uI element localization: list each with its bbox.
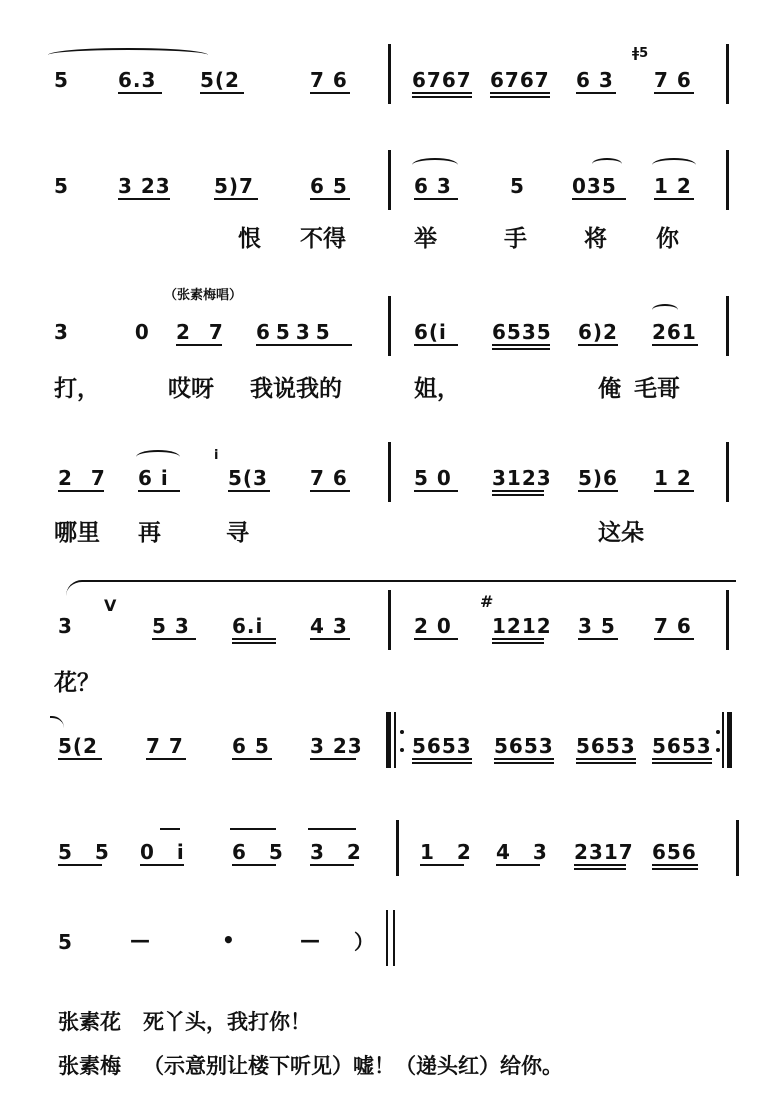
note: 5)6 [578,466,618,490]
note: 2 0 [414,614,452,638]
note: 0 i [140,840,192,864]
note: 6 5 [232,734,270,758]
final-barline-thin [393,910,395,966]
note: 5(3 [228,466,268,490]
underline [58,490,104,492]
underline [572,198,626,200]
note: 3 23 [310,734,363,758]
lyric: 你 [656,226,679,252]
note: 6.i [232,614,264,638]
repeat-barline-thin [394,712,396,768]
underline [310,92,350,94]
speaker-name: 张素花 [58,1010,121,1034]
note: 5 [54,68,69,92]
note: 7 6 [654,68,692,92]
repeat-dot [400,730,404,734]
note: 7 7 [146,734,184,758]
lyric: 哎呀 [168,376,214,402]
note: 2 7 [176,320,229,344]
note: 4 3 [310,614,348,638]
underline [310,198,350,200]
barline [388,44,391,104]
underline [652,758,712,760]
lyric: 我说我的 [250,376,342,402]
underline [654,92,694,94]
repeat-dot [400,748,404,752]
slur-mark [652,158,696,172]
barline [726,590,729,650]
barline [726,44,729,104]
note: 6767 [490,68,550,92]
note: 1 2 [654,466,692,490]
barline [726,296,729,356]
note: 5653 [494,734,554,758]
note: 6.3 [118,68,157,92]
underline [414,638,458,640]
lyric: 花？ [54,670,100,696]
note: 2 7 [58,466,111,490]
note: 7 6 [310,466,348,490]
underline [578,490,618,492]
lyric: 不得 [300,226,346,252]
underline [58,864,102,866]
underline [232,864,276,866]
slur-mark [592,158,622,170]
underline [412,762,472,764]
underline [490,96,550,98]
underline [576,762,636,764]
note: 7 6 [310,68,348,92]
underline [492,642,544,644]
dash: — [300,928,321,952]
underline [490,92,550,94]
note: 5653 [576,734,636,758]
note: 6)2 [578,320,618,344]
underline [310,638,350,640]
underline [414,198,458,200]
underline [214,198,258,200]
underline [138,490,180,492]
lyric: 恨 [238,226,261,252]
note: 5 [54,174,69,198]
tie-mark [48,48,208,62]
underline [492,344,550,346]
upper-line [160,828,180,830]
underline [232,758,272,760]
repeat-barline-end [727,712,732,768]
note: 3 0 [54,320,179,344]
note: 5 [510,174,525,198]
dialog-line [58,1006,311,1036]
underline [654,638,694,640]
dash: — [130,928,151,952]
note: 6535 [492,320,552,344]
barline [388,150,391,210]
underline [652,344,698,346]
lyric: 打， [54,376,100,402]
note: 4 3 [496,840,555,864]
underline [310,758,356,760]
underline [574,868,626,870]
dialog-text: 死丫头，我打你！ [143,1010,311,1034]
underline [652,868,698,870]
lyric: 毛哥 [634,376,680,402]
underline [496,864,540,866]
repeat-barline-start [386,712,391,768]
repeat-barline-thin [722,712,724,768]
underline [118,198,170,200]
note: 5 5 [58,840,117,864]
underline [146,758,186,760]
barline [726,442,729,502]
note: 5653 [412,734,472,758]
underline [412,92,472,94]
underline [232,638,276,640]
underline [654,490,694,492]
lyric: 再 [138,520,161,546]
note: 6 5 [310,174,348,198]
underline [574,864,626,866]
lyric: 这朵 [598,520,644,546]
note: 1 2 [420,840,479,864]
upper-line [230,828,276,830]
note: 3123 [492,466,552,490]
underline [58,758,102,760]
underline [152,638,196,640]
underline [232,642,276,644]
tie-mark [66,580,736,596]
repeat-dot [716,748,720,752]
underline [414,344,458,346]
underline [652,762,712,764]
underline [420,864,464,866]
underline [492,348,550,350]
underline [494,762,554,764]
lyric: 将 [584,226,607,252]
note: 5 3 [152,614,190,638]
note: 2317 [574,840,634,864]
underline [576,758,636,760]
note: 5653 [652,734,712,758]
note: 656 [652,840,697,864]
barline [388,296,391,356]
underline [412,758,472,760]
note: 3 [58,614,73,638]
speaker-name: 张素梅 [58,1054,121,1078]
singer-label: （张素梅唱） [164,288,243,303]
repeat-dot [716,730,720,734]
note: 5)7 [214,174,254,198]
note: 7 6 [654,614,692,638]
underline [412,96,472,98]
lyric: 手 [504,226,527,252]
note: 3 2 [310,840,369,864]
note: 261 [652,320,697,344]
note: 5 [58,930,73,954]
note: 6 3 [576,68,614,92]
note: 6(i [414,320,447,344]
note: 3 5 [578,614,616,638]
note: 6535 [256,320,336,344]
grace-note: ǂ5 [632,46,649,61]
upper-line [308,828,356,830]
tie-mark [50,716,64,728]
note: 5 0 [414,466,452,490]
barline [388,590,391,650]
underline [176,344,222,346]
lyric: 举 [414,226,437,252]
lyric: 姐， [414,376,460,402]
barline [396,820,399,876]
slur-mark [652,304,678,316]
lyric: 俺 [598,376,621,402]
note: 1 2 [654,174,692,198]
underline [654,198,694,200]
dialog-text: （示意别让楼下听见）嘘！（递头红）给你。 [143,1054,563,1078]
underline [256,344,352,346]
barline [388,442,391,502]
final-barline-thin [386,910,388,966]
note: 6 i [138,466,169,490]
dot-sign: • [222,928,236,952]
lyric: 哪里 [54,520,100,546]
slur-mark [136,450,180,464]
underline [652,864,698,866]
underline [492,494,544,496]
note: 5(2 [58,734,98,758]
underline [118,92,162,94]
note: 3 23 [118,174,171,198]
underline [228,490,270,492]
note: 6 5 [232,840,291,864]
underline [576,92,616,94]
sharp-sign: # [480,592,494,611]
lyric: 寻 [226,520,249,546]
underline [492,490,544,492]
underline [494,758,554,760]
note: 6767 [412,68,472,92]
note: 6 3 [414,174,452,198]
dialog-line [58,1050,563,1080]
slur-mark [412,158,458,172]
note: 5(2 [200,68,240,92]
underline [310,864,354,866]
barline [736,820,739,876]
underline [200,92,244,94]
grace-note: i [214,448,219,463]
barline [726,150,729,210]
note: 035 [572,174,617,198]
underline [414,490,458,492]
underline [310,490,350,492]
underline [578,344,618,346]
note: 1212 [492,614,552,638]
underline [578,638,618,640]
closing-paren: ） [354,930,375,954]
underline [492,638,544,640]
underline [140,864,184,866]
breath-mark: V [104,596,117,615]
